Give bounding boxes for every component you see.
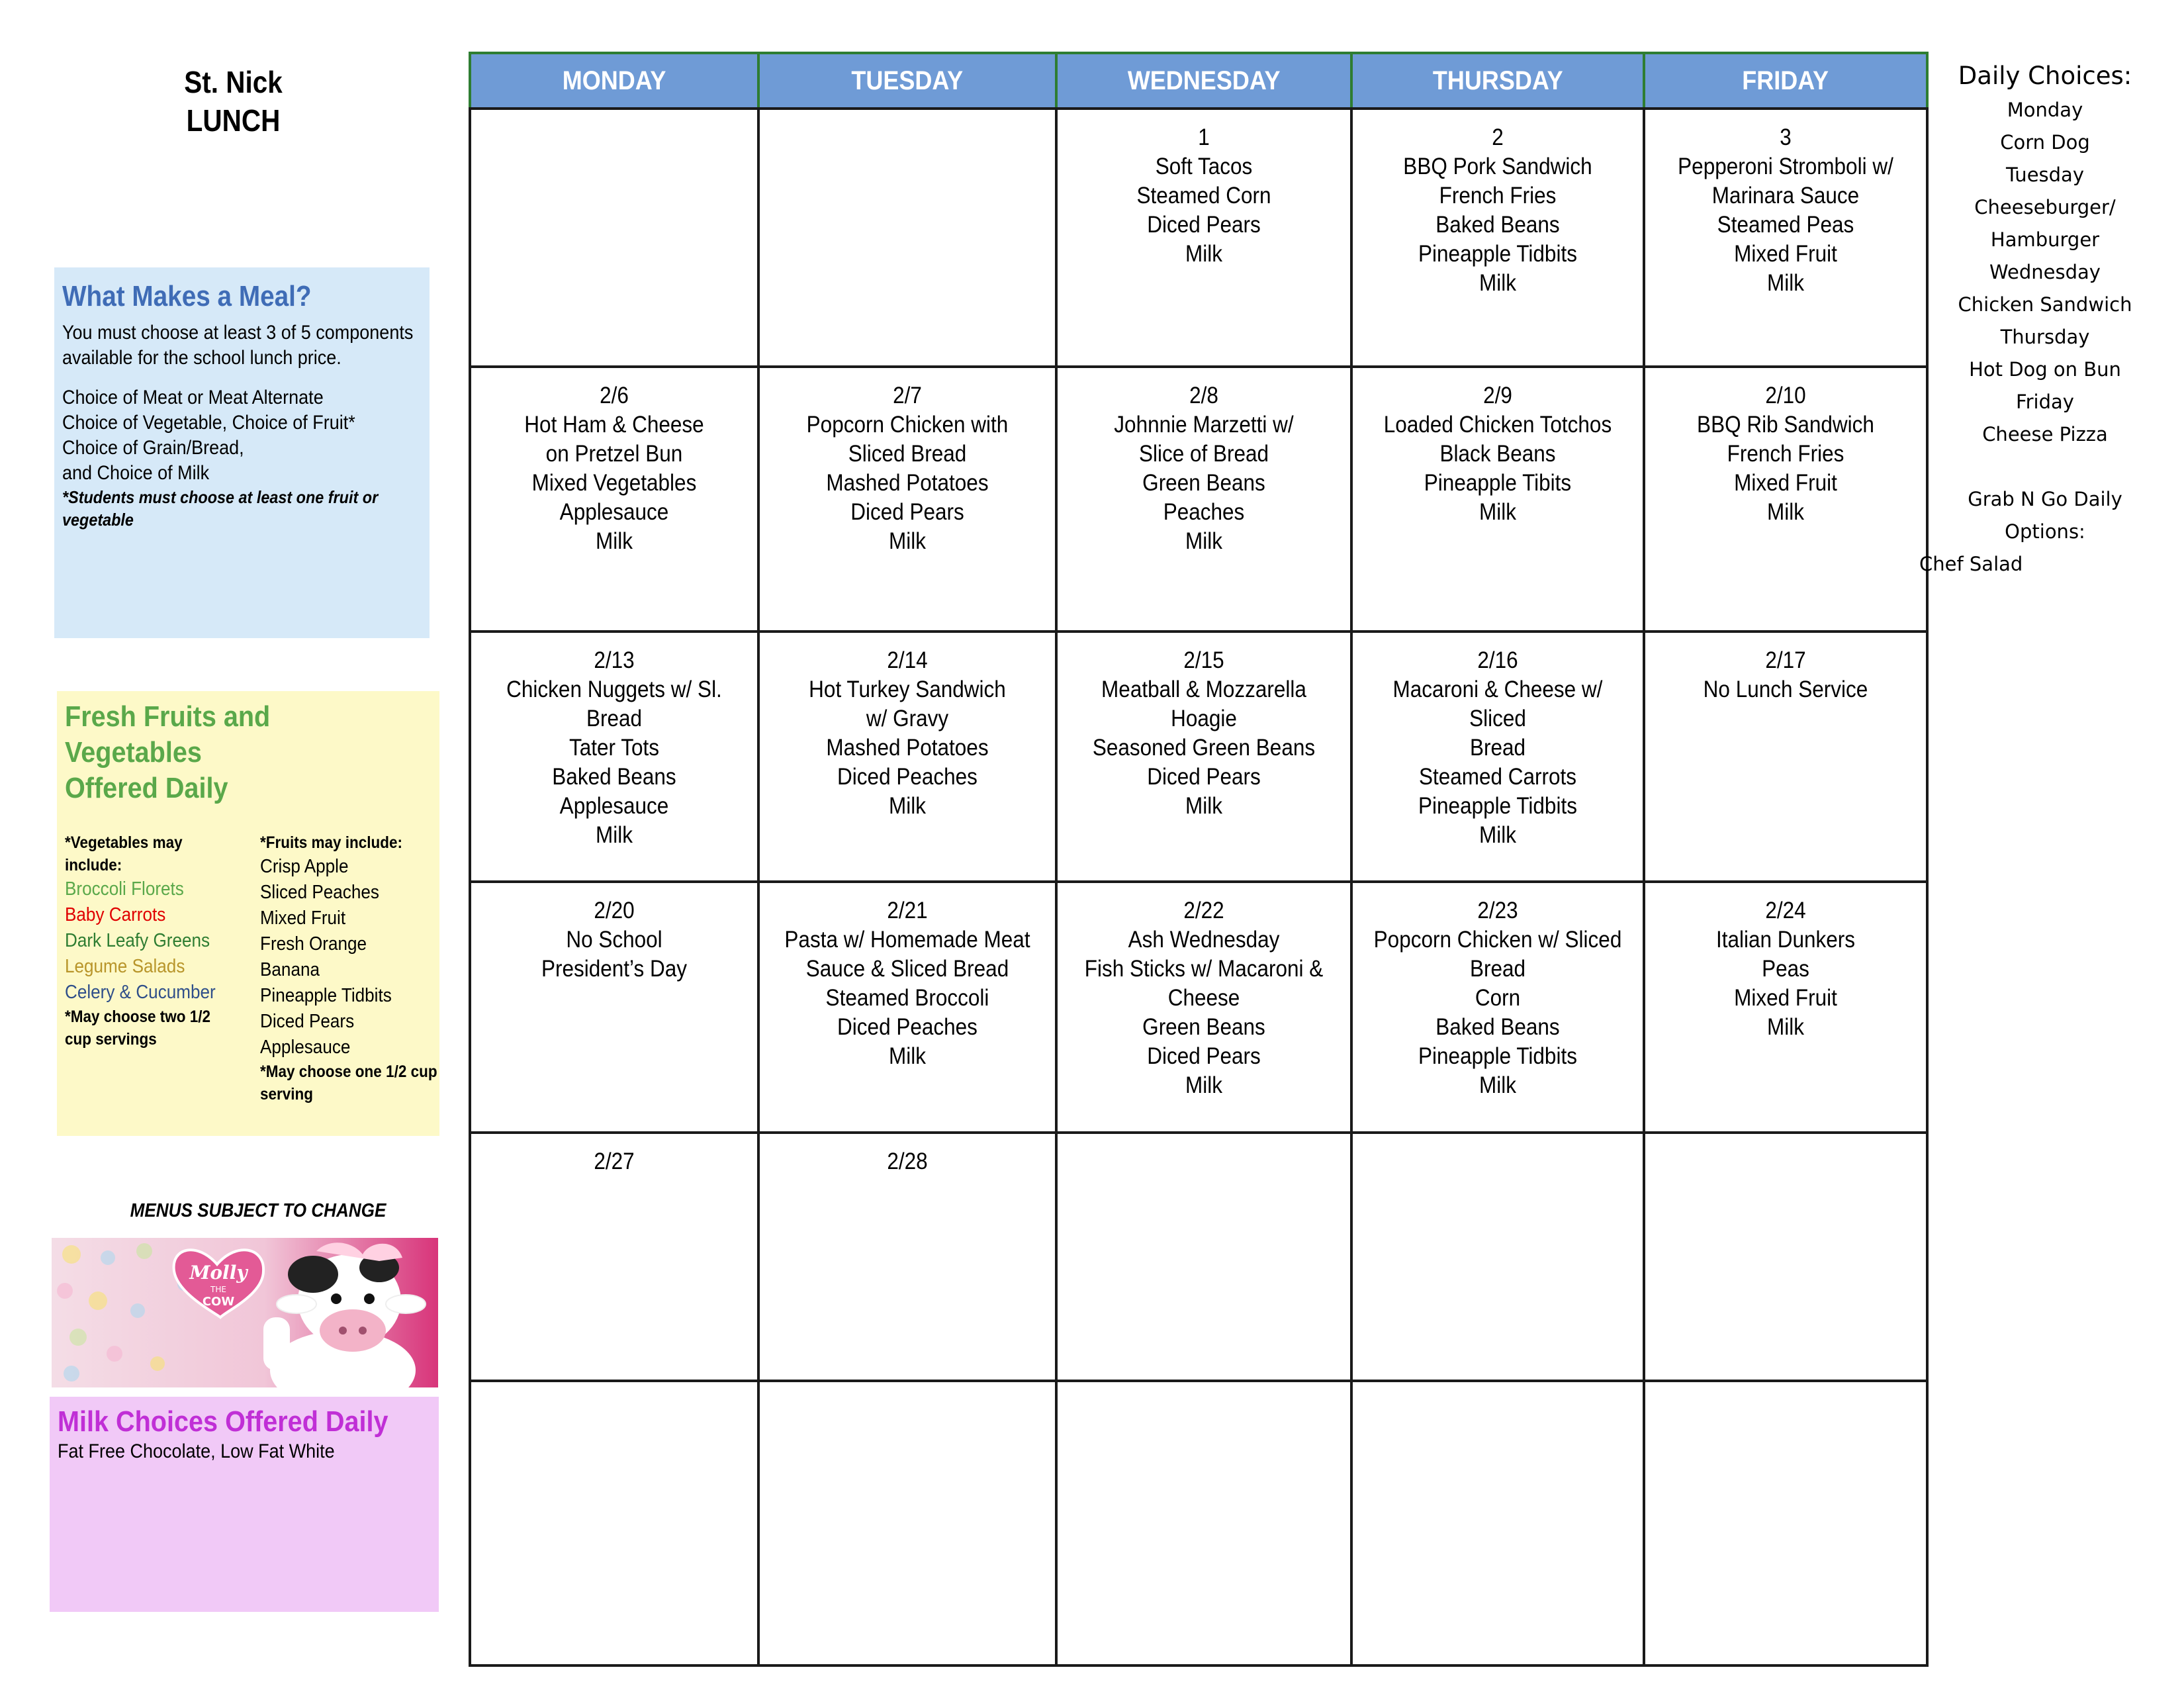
header-friday: FRIDAY	[1644, 53, 1927, 109]
menu-item: Diced Pears	[1147, 764, 1261, 790]
daily-choice-item: Monday	[2007, 99, 2083, 121]
menu-item: Milk	[889, 793, 926, 820]
menu-item: Meatball & Mozzarella Hoagie	[1101, 677, 1306, 732]
menu-item: Pineapple Tibits	[1424, 470, 1572, 496]
meal-line: Choice of Meat or Meat Alternate	[62, 387, 324, 408]
logo-the: THE	[210, 1285, 226, 1294]
fruit-item: Pineapple Tidbits	[260, 985, 392, 1006]
fruit-item: Crisp Apple	[260, 856, 349, 877]
day-menu	[1072, 110, 1336, 269]
day-date: 2/17	[1765, 647, 1806, 674]
day-menu	[1072, 368, 1336, 556]
day-date: 2/15	[1183, 647, 1224, 674]
day-date: 2/23	[1477, 898, 1518, 924]
day-date: 2/27	[594, 1148, 635, 1174]
day-date: 2/28	[887, 1148, 928, 1174]
day-menu	[1367, 1134, 1628, 1147]
day-cell-thursday	[1351, 109, 1644, 367]
menu-item: Pineapple Tidbits	[1418, 793, 1577, 820]
menu-item: Diced Pears	[1147, 1043, 1261, 1070]
menu-item: No Lunch Service	[1703, 677, 1868, 703]
cow-illustration	[52, 1238, 438, 1387]
day-cell-monday	[470, 882, 758, 1132]
menu-item: Steamed Carrots	[1418, 764, 1577, 790]
menu-item: Baked Beans	[1435, 1014, 1560, 1041]
menus-subject-to-change: MENUS SUBJECT TO CHANGE	[130, 1200, 387, 1221]
day-date: 2/22	[1183, 898, 1224, 924]
menu-item: Steamed Corn	[1136, 183, 1271, 209]
menu-item: Black Beans	[1439, 441, 1556, 467]
menu-item: Milk	[1479, 1072, 1516, 1099]
fruit-heading-line: Fresh Fruits and Vegetables	[65, 700, 271, 769]
menu-item: Milk	[1479, 270, 1516, 296]
vegetable-item: Legume Salads	[65, 956, 185, 977]
day-menu	[1367, 368, 1628, 527]
day-cell-wednesday	[1056, 882, 1351, 1132]
day-menu	[486, 1382, 743, 1395]
header-tuesday: TUESDAY	[758, 53, 1056, 109]
day-cell-thursday	[1351, 632, 1644, 882]
day-menu	[486, 110, 743, 123]
day-menu	[774, 368, 1040, 556]
fruit-item: Banana	[260, 959, 320, 980]
day-menu	[1072, 1134, 1336, 1147]
fruit-column	[260, 831, 439, 1105]
day-cell-thursday	[1351, 1133, 1644, 1381]
day-cell-monday	[470, 632, 758, 882]
menu-item: Bread	[1469, 735, 1526, 761]
school-name: St. Nick	[184, 65, 283, 99]
grab-n-go-options: Options:	[2005, 520, 2085, 543]
menu-item: No School	[566, 927, 662, 953]
day-date: 2	[1492, 124, 1504, 150]
menu-item: Macaroni & Cheese w/ Sliced	[1392, 677, 1603, 732]
menu-item: Popcorn Chicken with	[806, 412, 1009, 438]
milk-text: Fat Free Chocolate, Low Fat White	[58, 1440, 335, 1462]
menu-item: Sliced Bread	[848, 441, 967, 467]
meal-heading: What Makes a Meal?	[62, 280, 312, 312]
fruit-item: Sliced Peaches	[260, 882, 379, 903]
menu-item: Mashed Potatoes	[826, 735, 989, 761]
menu-type: LUNCH	[186, 103, 281, 138]
menu-item: Bread	[1469, 956, 1526, 982]
menu-item: Green Beans	[1142, 1014, 1265, 1041]
milk-heading: Milk Choices Offered Daily	[58, 1405, 388, 1438]
day-menu	[1072, 883, 1336, 1100]
day-cell-thursday	[1351, 882, 1644, 1132]
daily-choice-item: Wednesday	[1989, 261, 2101, 283]
daily-choices-list	[1919, 94, 2171, 451]
day-date: 2/14	[887, 647, 928, 674]
menu-item: Mixed Vegetables	[531, 470, 697, 496]
daily-choice-item: Tuesday	[2006, 164, 2084, 186]
day-menu	[774, 1134, 1040, 1176]
fruit-note: *May choose one 1/2 cup serving	[260, 1062, 437, 1103]
fruits-vegetables-panel	[57, 691, 439, 1136]
day-cell-wednesday	[1056, 1133, 1351, 1381]
menu-item: Green Beans	[1142, 470, 1265, 496]
vegetable-item: Baby Carrots	[65, 904, 166, 925]
menu-item: Chicken Nuggets w/ Sl.	[506, 677, 722, 703]
day-date: 2/7	[893, 383, 922, 409]
grab-n-go-heading: Grab N Go Daily	[1968, 488, 2122, 510]
menu-item: Mixed Fruit	[1734, 470, 1837, 496]
day-date: 2/6	[600, 383, 629, 409]
menu-item: Pasta w/ Homemade Meat	[784, 927, 1030, 953]
daily-choices-heading: Daily Choices:	[1958, 62, 2132, 90]
fruit-label: *Fruits may include:	[260, 833, 403, 852]
day-menu	[1367, 1382, 1628, 1395]
menu-item: Milk	[596, 528, 633, 555]
day-cell-wednesday	[1056, 109, 1351, 367]
day-cell-friday	[1644, 109, 1927, 367]
day-cell-tuesday	[758, 1133, 1056, 1381]
day-date: 1	[1198, 124, 1210, 150]
menu-item: Fish Sticks w/ Macaroni &	[1084, 956, 1324, 982]
menu-item: Milk	[596, 822, 633, 849]
daily-choice-item: Chicken Sandwich	[1958, 293, 2132, 316]
menu-item: BBQ Rib Sandwich	[1697, 412, 1874, 438]
day-menu	[1367, 633, 1628, 850]
day-cell-friday	[1644, 367, 1927, 632]
vegetable-label: *Vegetables may include:	[65, 833, 183, 874]
day-cell-friday	[1644, 1381, 1927, 1665]
milk-choices-panel	[50, 1397, 439, 1612]
day-date: 2/8	[1189, 383, 1218, 409]
chef-salad-option: Chef Salad	[1919, 553, 2023, 575]
calendar-header-row	[470, 53, 1927, 109]
vegetable-item: Broccoli Florets	[65, 878, 184, 900]
menu-item: Milk	[889, 528, 926, 555]
menu-item: Corn	[1475, 985, 1521, 1011]
day-date: 3	[1780, 124, 1792, 150]
menu-item: Pineapple Tidbits	[1418, 1043, 1577, 1070]
day-cell-monday	[470, 1133, 758, 1381]
header-thursday: THURSDAY	[1351, 53, 1644, 109]
logo-cow: COW	[202, 1295, 235, 1309]
meal-intro: You must choose at least 3 of 5 components available for the school lunch price.	[62, 322, 414, 369]
menu-item: Diced Pears	[1147, 212, 1261, 238]
header-wednesday: WEDNESDAY	[1056, 53, 1351, 109]
menu-item: Seasoned Green Beans	[1092, 735, 1316, 761]
day-menu	[1659, 1134, 1912, 1147]
daily-choice-item: Hamburger	[1990, 228, 2100, 251]
calendar-week-row	[470, 632, 1927, 882]
menu-item: Mixed Fruit	[1734, 241, 1837, 267]
menu-item: Milk	[889, 1043, 926, 1070]
menu-item: Mixed Fruit	[1734, 985, 1837, 1011]
calendar-week-row	[470, 882, 1927, 1132]
menu-item: Baked Beans	[552, 764, 676, 790]
day-cell-wednesday	[1056, 632, 1351, 882]
header-monday: MONDAY	[470, 53, 758, 109]
molly-the-cow-image	[52, 1238, 438, 1387]
day-cell-monday	[470, 1381, 758, 1665]
vegetable-note: *May choose two 1/2 cup servings	[65, 1008, 211, 1049]
calendar-week-row	[470, 1381, 1927, 1665]
menu-item: Johnnie Marzetti w/	[1114, 412, 1294, 438]
menu-item: Applesauce	[559, 793, 669, 820]
day-menu	[486, 633, 743, 850]
menu-item: Popcorn Chicken w/ Sliced	[1373, 927, 1622, 953]
menu-item: Milk	[1479, 499, 1516, 526]
daily-choice-item: Thursday	[2000, 326, 2090, 348]
menu-item: Milk	[1767, 1014, 1804, 1041]
calendar-body	[470, 109, 1927, 1665]
day-menu	[774, 883, 1040, 1071]
vegetable-item: Dark Leafy Greens	[65, 930, 210, 951]
day-date: 2/10	[1765, 383, 1806, 409]
fruit-item: Diced Pears	[260, 1011, 355, 1032]
vegetable-list	[65, 876, 238, 1006]
menu-item: Hot Ham & Cheese	[524, 412, 704, 438]
menu-item: Diced Peaches	[837, 764, 978, 790]
menu-item: French Fries	[1439, 183, 1557, 209]
daily-choice-item: Friday	[2016, 391, 2074, 413]
day-cell-tuesday	[758, 632, 1056, 882]
day-cell-thursday	[1351, 1381, 1644, 1665]
day-date: 2/24	[1765, 898, 1806, 924]
menu-item: Diced Pears	[850, 499, 964, 526]
menu-item: BBQ Pork Sandwich	[1403, 154, 1592, 179]
menu-title	[127, 63, 340, 140]
day-cell-thursday	[1351, 367, 1644, 632]
day-menu	[1367, 883, 1628, 1100]
day-cell-friday	[1644, 632, 1927, 882]
meal-note: *Students must choose at least one fruit or vegetable	[62, 487, 379, 530]
day-cell-wednesday	[1056, 367, 1351, 632]
menu-item: Milk	[1185, 241, 1222, 267]
fruit-item: Applesauce	[260, 1037, 351, 1058]
menu-item: Steamed Peas	[1717, 212, 1854, 238]
menu-item: French Fries	[1727, 441, 1844, 467]
logo-molly: Molly	[189, 1262, 248, 1284]
day-menu	[1367, 110, 1628, 298]
menu-item: Hot Turkey Sandwich	[809, 677, 1006, 703]
calendar-week-row	[470, 367, 1927, 632]
menu-item: Sauce & Sliced Bread	[805, 956, 1009, 982]
menu-item: Loaded Chicken Totchos	[1383, 412, 1612, 438]
day-menu	[774, 633, 1040, 821]
menu-item: w/ Gravy	[866, 706, 949, 732]
menu-item: Soft Tacos	[1155, 154, 1253, 179]
what-makes-a-meal-panel	[54, 267, 430, 638]
meal-line: Choice of Vegetable, Choice of Fruit*	[62, 412, 355, 434]
daily-choice-item: Hot Dog on Bun	[1969, 358, 2121, 381]
day-cell-monday	[470, 109, 758, 367]
menu-item: Milk	[1479, 822, 1516, 849]
menu-item: Bread	[586, 706, 643, 732]
menu-item: Peaches	[1163, 499, 1245, 526]
day-menu	[1659, 1382, 1912, 1395]
menu-item: Milk	[1767, 270, 1804, 296]
day-date: 2/13	[594, 647, 635, 674]
daily-choices-panel	[1919, 58, 2171, 581]
menu-item: on Pretzel Bun	[545, 441, 683, 467]
day-cell-friday	[1644, 882, 1927, 1132]
day-menu	[774, 110, 1040, 123]
day-menu	[486, 883, 743, 984]
fruit-item: Fresh Orange	[260, 933, 367, 955]
lunch-calendar	[469, 52, 1929, 1667]
day-date: 2/20	[594, 898, 635, 924]
day-date: 2/16	[1477, 647, 1518, 674]
menu-item: Pineapple Tidbits	[1418, 241, 1577, 267]
day-cell-tuesday	[758, 882, 1056, 1132]
meal-line: Choice of Grain/Bread,	[62, 437, 244, 459]
menu-item: Mashed Potatoes	[826, 470, 989, 496]
menu-item: Peas	[1762, 956, 1809, 982]
day-cell-tuesday	[758, 367, 1056, 632]
daily-choice-item: Cheese Pizza	[1982, 423, 2108, 445]
menu-item: Pepperoni Stromboli w/	[1678, 154, 1893, 179]
menu-item: Milk	[1767, 499, 1804, 526]
menu-item: Italian Dunkers	[1715, 927, 1856, 953]
menu-item: Milk	[1185, 1072, 1222, 1099]
day-menu	[1659, 883, 1912, 1042]
daily-choice-item: Cheeseburger/	[1974, 196, 2116, 218]
menu-item: Baked Beans	[1435, 212, 1560, 238]
day-date: 2/21	[887, 898, 928, 924]
menu-item: Ash Wednesday	[1128, 927, 1280, 953]
day-menu	[1072, 633, 1336, 821]
day-cell-tuesday	[758, 1381, 1056, 1665]
vegetable-item: Celery & Cucumber	[65, 982, 216, 1003]
day-menu	[1659, 368, 1912, 527]
meal-text	[62, 320, 418, 486]
daily-choice-item: Corn Dog	[2000, 131, 2090, 154]
menu-item: Milk	[1185, 793, 1222, 820]
day-cell-wednesday	[1056, 1381, 1351, 1665]
menu-item: President’s Day	[541, 956, 688, 982]
day-menu	[486, 368, 743, 556]
menu-item: Tater Tots	[569, 735, 659, 761]
fruit-heading-line: Offered Daily	[65, 772, 228, 804]
calendar-week-row	[470, 109, 1927, 367]
day-menu	[1072, 1382, 1336, 1395]
calendar-week-row	[470, 1133, 1927, 1381]
menu-item: Marinara Sauce	[1711, 183, 1860, 209]
day-menu	[774, 1382, 1040, 1395]
fruit-item: Mixed Fruit	[260, 908, 346, 929]
day-cell-friday	[1644, 1133, 1927, 1381]
day-cell-tuesday	[758, 109, 1056, 367]
vegetable-column	[65, 831, 238, 1051]
menu-item: Applesauce	[559, 499, 669, 526]
day-menu	[1659, 633, 1912, 704]
menu-item: Slice of Bread	[1138, 441, 1269, 467]
fruit-list	[260, 854, 439, 1060]
day-date: 2/9	[1483, 383, 1512, 409]
day-menu	[486, 1134, 743, 1176]
menu-item: Milk	[1185, 528, 1222, 555]
meal-line: and Choice of Milk	[62, 462, 210, 484]
day-cell-monday	[470, 367, 758, 632]
menu-item: Steamed Broccoli	[825, 985, 989, 1011]
fruit-heading	[65, 699, 395, 806]
day-menu	[1659, 110, 1912, 298]
menu-item: Cheese	[1167, 985, 1240, 1011]
menu-item: Diced Peaches	[837, 1014, 978, 1041]
